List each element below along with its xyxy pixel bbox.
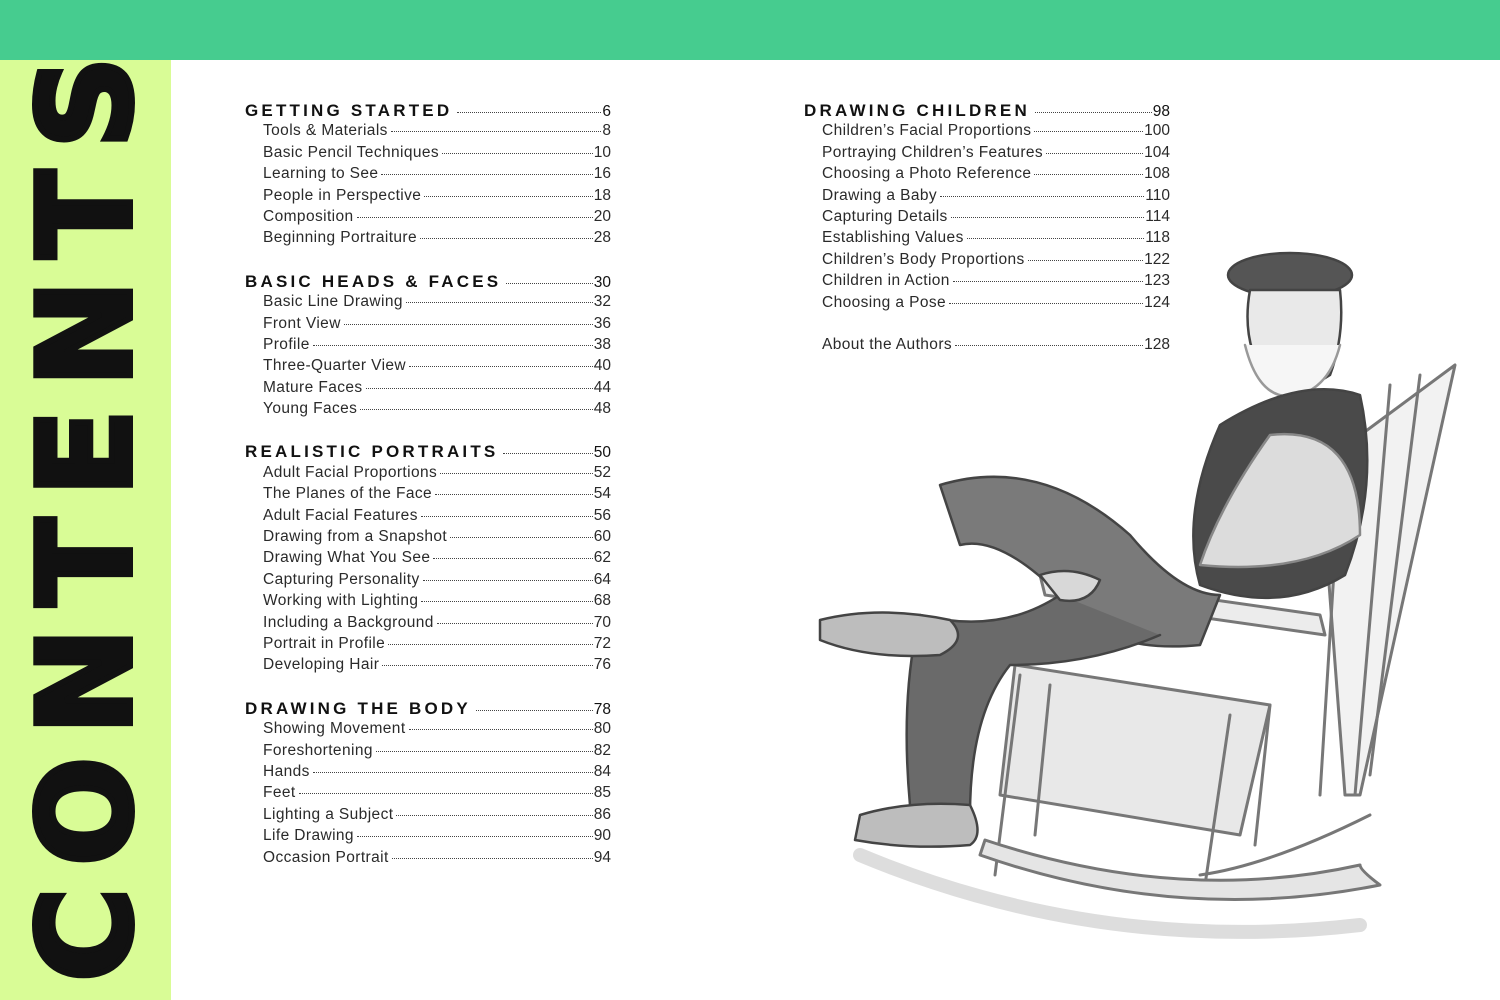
dot-leader [357,836,593,837]
entry-title: Working with Lighting [263,592,419,610]
page-number: 118 [1145,229,1170,247]
page-number: 72 [593,634,611,652]
page-number: 8 [602,122,611,140]
toc-section [245,272,611,422]
entry-title: Foreshortening [263,741,373,759]
page-number: 28 [593,229,611,247]
toc-entry[interactable] [245,400,611,421]
entry-title: Tools & Materials [263,122,388,140]
entry-title: Portrait in Profile [263,634,386,652]
toc-entry[interactable] [245,614,611,635]
dot-leader [442,153,593,154]
page-number: 64 [593,570,611,588]
entry-title: Capturing Personality [263,570,420,588]
entry-title: Showing Movement [263,720,406,738]
toc-left-column [245,101,611,891]
page-number: 50 [593,444,611,462]
dot-leader [423,580,593,581]
page-number: 62 [593,549,611,567]
page-number: 10 [593,143,611,161]
entry-title: Including a Background [263,613,434,631]
dot-leader [421,516,593,517]
page-number: 104 [1144,143,1170,161]
dot-leader [406,302,593,303]
entry-title: Developing Hair [263,656,380,674]
dot-leader [457,112,601,113]
toc-entry[interactable] [245,528,611,549]
entry-title: About the Authors [822,335,953,353]
toc-section [245,699,611,870]
page-number: 122 [1144,250,1170,268]
dot-leader [357,217,593,218]
dot-leader [476,710,593,711]
dot-leader [313,772,593,773]
entry-title: Choosing a Photo Reference [822,165,1032,183]
toc-entry[interactable] [804,144,1170,165]
dot-leader [391,131,602,132]
dot-leader [940,196,1144,197]
dot-leader [435,494,593,495]
entry-title: Life Drawing [263,827,354,845]
dot-leader [360,409,592,410]
page-number: 80 [593,720,611,738]
dot-leader [951,217,1145,218]
page-number: 6 [602,103,611,120]
entry-title: Basic Pencil Techniques [263,143,440,161]
toc-entry[interactable] [245,720,611,741]
dot-leader [392,858,593,859]
entry-title: Basic Line Drawing [263,293,403,311]
page-number: 100 [1144,122,1170,140]
toc-entry[interactable] [245,635,611,656]
toc-entry[interactable] [245,357,611,378]
toc-section-heading[interactable] [245,699,611,720]
section-title: DRAWING CHILDREN [804,101,1030,120]
entry-title: Adult Facial Proportions [263,463,438,481]
toc-entry[interactable] [245,849,611,870]
toc-entry[interactable] [245,379,611,400]
entry-title: Mature Faces [263,378,363,396]
entry-title: Adult Facial Features [263,506,418,524]
dot-leader [313,345,593,346]
page-number: 18 [593,186,611,204]
toc-entry[interactable] [245,827,611,848]
entry-title: Choosing a Pose [822,293,947,311]
dot-leader [299,793,593,794]
dot-leader [450,537,593,538]
entry-title: Children’s Facial Proportions [822,122,1032,140]
dot-leader [437,623,593,624]
page-number: 38 [593,335,611,353]
page-number: 76 [593,656,611,674]
entry-title: Beginning Portraiture [263,229,418,247]
page-number: 114 [1145,207,1170,225]
dot-leader [503,453,592,454]
toc-entry[interactable] [245,742,611,763]
dot-leader [344,324,593,325]
dot-leader [424,196,592,197]
toc-entry[interactable] [245,507,611,528]
toc-entry[interactable] [245,293,611,314]
dot-leader [1034,174,1143,175]
page-number: 32 [593,293,611,311]
dot-leader [1034,131,1143,132]
page-number: 70 [593,613,611,631]
page-number: 82 [593,741,611,759]
entry-title: Three-Quarter View [263,357,407,375]
page-number: 128 [1144,335,1170,353]
dot-leader [506,283,592,284]
dot-leader [381,174,592,175]
entry-title: Lighting a Subject [263,805,394,823]
page-number: 40 [593,357,611,375]
toc-entry[interactable] [804,165,1170,186]
entry-title: People in Perspective [263,186,422,204]
dot-leader [420,238,593,239]
toc-entry[interactable] [804,122,1170,143]
page-number: 85 [593,784,611,802]
page-number: 56 [593,506,611,524]
dot-leader [409,729,593,730]
page-number: 94 [593,848,611,866]
toc-entry[interactable] [245,187,611,208]
toc-section-heading[interactable] [804,101,1170,122]
entry-title: Establishing Values [822,229,964,247]
entry-title: Young Faces [263,400,358,418]
page-number: 90 [593,827,611,845]
page-number: 68 [593,592,611,610]
entry-title: Learning to See [263,165,379,183]
page-number: 98 [1152,103,1170,120]
page-number: 16 [593,165,611,183]
page-number: 110 [1145,186,1170,204]
entry-title: Profile [263,335,310,353]
dot-leader [376,751,593,752]
page-number: 86 [593,805,611,823]
dot-leader [1046,153,1143,154]
section-title: BASIC HEADS & FACES [245,271,502,291]
toc-entry[interactable] [245,336,611,357]
entry-title: Drawing a Baby [822,186,938,204]
pencil-drawing-man-in-rocking-chair [800,235,1470,975]
dot-leader [366,388,593,389]
dot-leader [388,644,593,645]
dot-leader [440,473,593,474]
entry-title: Children in Action [822,272,950,290]
page-title: CONTENTS [12,34,161,982]
page-number: 108 [1144,165,1170,183]
toc-entry[interactable] [245,464,611,485]
page-number: 124 [1144,293,1170,311]
page-number: 36 [593,314,611,332]
entry-title: Capturing Details [822,207,948,225]
toc-section [245,442,611,677]
dot-leader [382,665,592,666]
section-title: GETTING STARTED [245,101,453,120]
page-number: 52 [593,463,611,481]
toc-entry[interactable] [804,208,1170,229]
toc-entry[interactable] [245,549,611,570]
page-number: 44 [593,378,611,396]
section-title: REALISTIC PORTRAITS [245,442,499,462]
entry-title: Children’s Body Proportions [822,250,1025,268]
toc-entry[interactable] [245,784,611,805]
dot-leader [1035,112,1152,113]
toc-entry[interactable] [245,122,611,143]
page-number: 123 [1144,272,1170,290]
dot-leader [409,366,593,367]
page-number: 78 [593,700,611,718]
entry-title: Composition [263,207,354,225]
toc-entry[interactable] [245,229,611,250]
toc-section-heading[interactable] [245,101,611,122]
page-number: 84 [593,762,611,780]
dot-leader [433,558,592,559]
page-number: 20 [593,207,611,225]
toc-entry[interactable] [245,763,611,784]
toc-section-heading[interactable] [245,272,611,293]
toc-entry[interactable] [245,208,611,229]
toc-entry[interactable] [245,656,611,677]
entry-title: Hands [263,762,310,780]
toc-entry[interactable] [804,187,1170,208]
page-number: 54 [593,485,611,503]
toc-section-heading[interactable] [245,442,611,463]
toc-entry[interactable] [245,165,611,186]
entry-title: Occasion Portrait [263,848,389,866]
entry-title: The Planes of the Face [263,485,433,503]
toc-entry[interactable] [245,315,611,336]
toc-entry[interactable] [245,144,611,165]
entry-title: Drawing What You See [263,549,431,567]
section-title: DRAWING THE BODY [245,698,471,718]
dot-leader [421,601,592,602]
page-number: 60 [593,528,611,546]
toc-entry[interactable] [245,592,611,613]
page-number: 30 [593,273,611,291]
entry-title: Feet [263,784,296,802]
page-number: 48 [593,400,611,418]
toc-entry[interactable] [245,806,611,827]
dot-leader [396,815,592,816]
entry-title: Portraying Children’s Features [822,143,1044,161]
top-color-band [0,0,1500,60]
entry-title: Drawing from a Snapshot [263,528,448,546]
toc-entry[interactable] [245,485,611,506]
toc-section [245,101,611,251]
entry-title: Front View [263,314,341,332]
toc-entry[interactable] [245,571,611,592]
